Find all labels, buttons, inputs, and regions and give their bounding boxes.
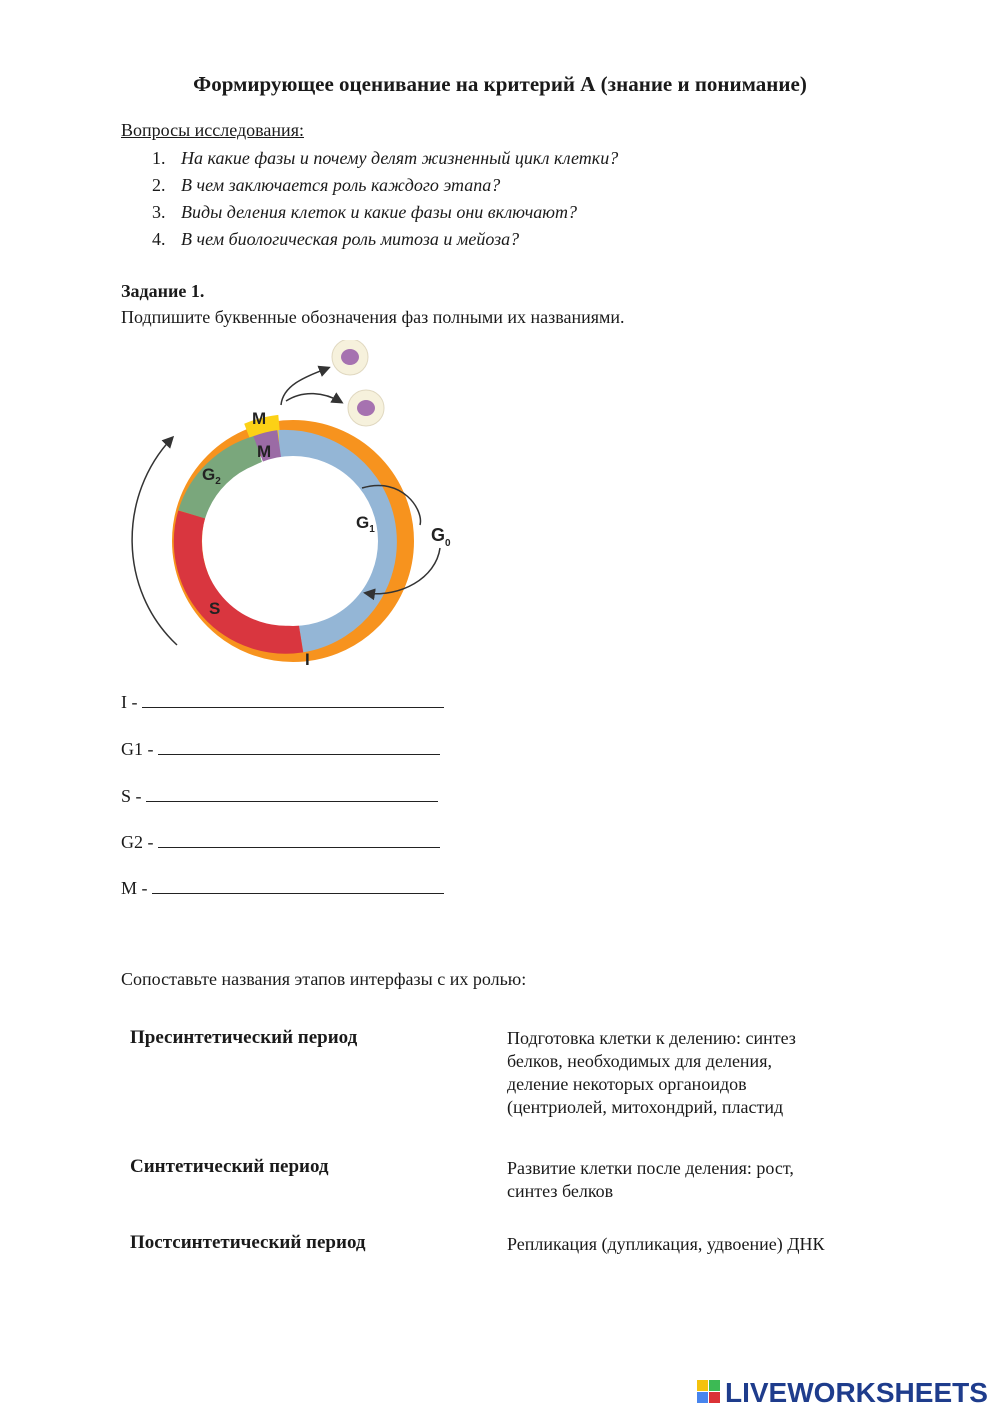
list-item: [152, 145, 618, 172]
answer-blank[interactable]: [152, 879, 444, 894]
role-line: деление некоторых органоидов: [507, 1074, 747, 1094]
answer-blank[interactable]: [158, 740, 440, 755]
answer-line-g2: [121, 832, 440, 853]
role-box-3[interactable]: [507, 1233, 877, 1256]
answer-blank[interactable]: [142, 693, 444, 708]
list-item: [152, 172, 618, 199]
cycle-direction-arrow: [132, 438, 177, 645]
answer-label: G2 -: [121, 832, 154, 852]
list-item: [152, 199, 618, 226]
question-number: 2.: [152, 175, 166, 195]
answer-label: I -: [121, 692, 138, 712]
logo-text: LIVEWORKSHEETS: [725, 1377, 988, 1408]
answer-line-m: [121, 878, 444, 899]
question-number: 4.: [152, 229, 166, 249]
question-number: 3.: [152, 202, 166, 222]
worksheet-title: Формирующее оценивание на критерий А (знание и понимание): [193, 72, 807, 96]
label-g2: $G_2$: [202, 465, 221, 487]
matching-instruction: Сопоставьте названия этапов интерфазы с их ролью:: [121, 969, 527, 989]
list-item: [152, 226, 618, 253]
role-box-2[interactable]: [507, 1157, 877, 1203]
answer-label: S -: [121, 786, 142, 806]
task-1-title: Задание 1.: [121, 281, 205, 301]
label-m-outer: M: [252, 409, 267, 428]
role-line: синтез белков: [507, 1181, 614, 1201]
answer-label: M -: [121, 878, 148, 898]
question-text: На какие фазы и почему делят жизненный цикл клетки?: [181, 148, 619, 168]
question-text: В чем биологическая роль митоза и мейоза?: [181, 229, 520, 249]
role-line: Репликация (дупликация, удвоение) ДНК: [507, 1234, 825, 1254]
answer-line-g1: [121, 739, 440, 760]
question-text: В чем заключается роль каждого этапа?: [181, 175, 501, 195]
term-postsynthetic[interactable]: Постсинтетический период: [130, 1232, 366, 1253]
inner-ring-border: [209, 457, 377, 625]
cell-nucleus: [341, 349, 359, 365]
label-m-inner: M: [257, 442, 272, 461]
research-questions-list: [152, 145, 618, 253]
answer-blank[interactable]: [146, 787, 438, 802]
answer-line-s: [121, 786, 438, 807]
research-questions-heading: Вопросы исследования:: [121, 120, 304, 140]
label-s: S: [209, 599, 221, 618]
term-synthetic[interactable]: Синтетический период: [130, 1156, 329, 1177]
label-i: I: [305, 650, 310, 669]
role-line: белков, необходимых для деления,: [507, 1051, 772, 1071]
label-g1: $G_1$: [356, 513, 375, 535]
question-text: Виды деления клеток и какие фазы они включают?: [181, 202, 577, 222]
answer-label: G1 -: [121, 739, 154, 759]
answer-line-i: [121, 692, 444, 713]
term-presynthetic[interactable]: Пресинтетический период: [130, 1027, 358, 1048]
division-arrow-right: [286, 394, 341, 402]
task-1-instruction: Подпишите буквенные обозначения фаз полными их названиями.: [121, 307, 625, 327]
logo-mark-icon: [697, 1380, 721, 1404]
answer-blank[interactable]: [158, 833, 440, 848]
role-line: Развитие клетки после деления: рост,: [507, 1158, 794, 1178]
question-number: 1.: [152, 148, 166, 168]
role-box-1[interactable]: [507, 1027, 877, 1119]
label-g0: $G_0$: [431, 525, 451, 549]
cell-cycle-diagram: [118, 340, 478, 685]
role-line: Подготовка клетки к делению: синтез: [507, 1028, 796, 1048]
cell-nucleus: [357, 400, 375, 416]
role-line: (центриолей, митохондрий, пластид: [507, 1097, 784, 1117]
